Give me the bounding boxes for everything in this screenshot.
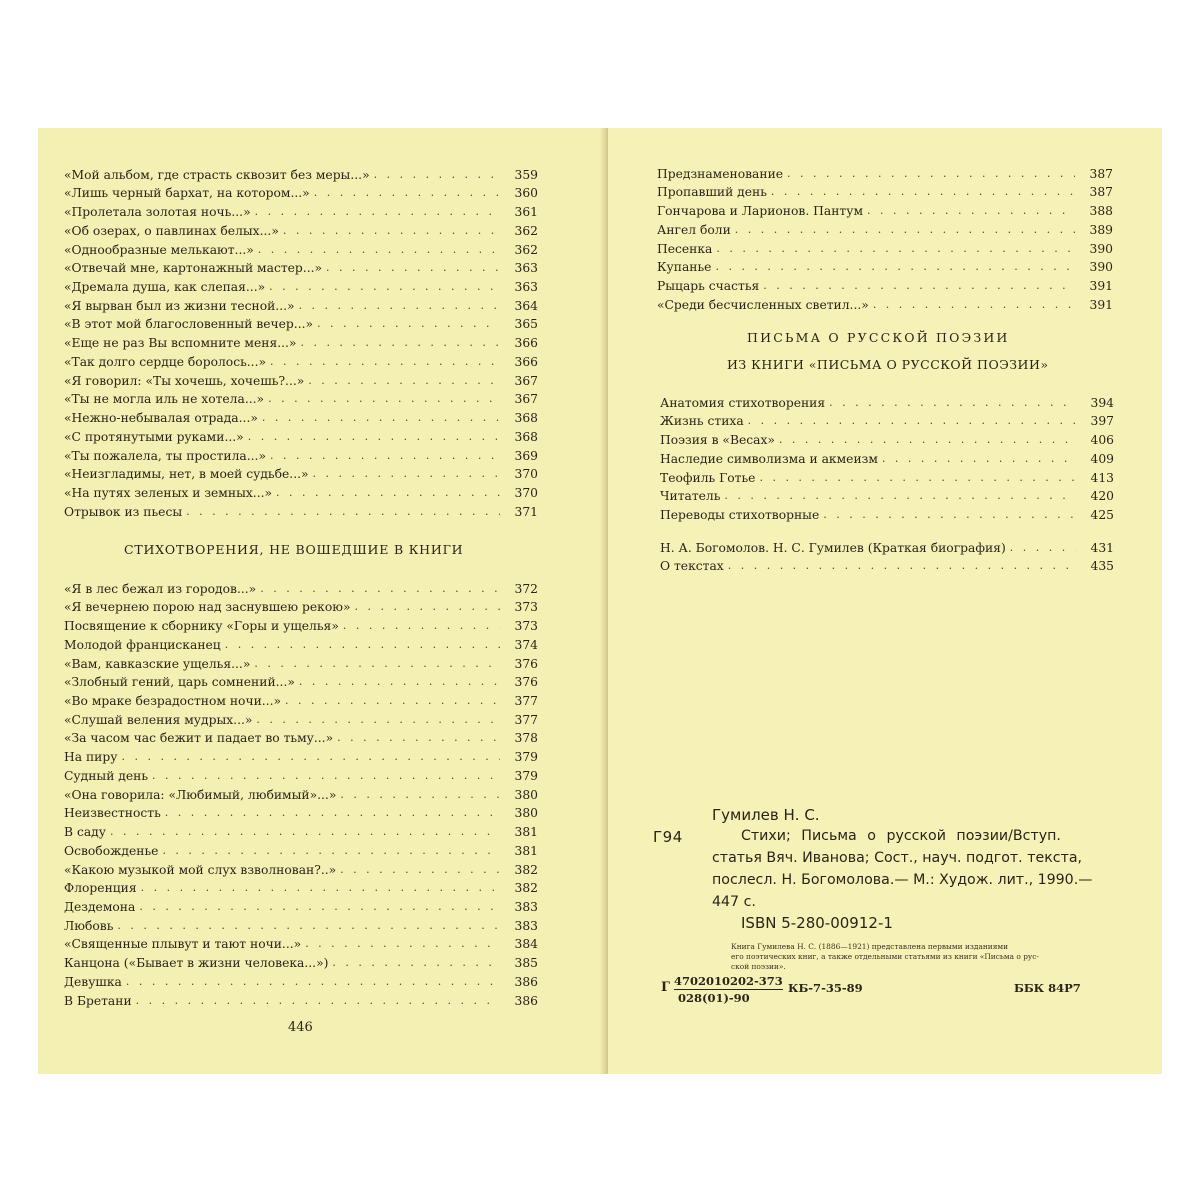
toc-entry-title: Гончарова и Ларионов. Пантум xyxy=(657,204,864,219)
toc-leader-dots xyxy=(165,806,500,820)
catalog-line: 447 с. xyxy=(712,894,756,910)
toc-leader-dots xyxy=(268,392,500,406)
toc-entry xyxy=(64,257,538,276)
toc-entry-title: Освобожденье xyxy=(64,843,159,858)
toc-entry-page: 380 xyxy=(514,787,538,802)
right-book-page xyxy=(608,128,1162,1074)
toc-entry xyxy=(657,293,1113,312)
toc-entry xyxy=(660,503,1114,522)
toc-entry-title: «Я вечернею порою над заснувшею рекою» xyxy=(64,600,351,615)
toc-entry-title: «Так долго сердце боролось...» xyxy=(64,354,267,369)
toc-entry xyxy=(64,350,538,369)
toc-leader-dots xyxy=(152,769,500,783)
toc-entry-page: 367 xyxy=(514,373,538,388)
toc-entry-page: 359 xyxy=(514,167,538,182)
toc-entry-title: Канцона («Бывает в жизни человека...») xyxy=(64,956,329,971)
toc-entry xyxy=(64,238,538,257)
toc-entry xyxy=(64,313,538,332)
toc-entry-page: 376 xyxy=(514,656,538,671)
toc-entry-page: 383 xyxy=(514,918,538,933)
toc-entry xyxy=(64,970,538,989)
toc-entry-title: Любовь xyxy=(64,918,114,933)
toc-leader-dots xyxy=(1010,541,1076,555)
toc-entry-page: 377 xyxy=(514,712,538,727)
toc-leader-dots xyxy=(317,317,500,331)
toc-entry-title: «Я вырван был из жизни тесной...» xyxy=(64,298,295,313)
toc-entry-page: 390 xyxy=(1089,241,1113,256)
toc-entry-title: Читатель xyxy=(660,489,721,504)
toc-entry-page: 385 xyxy=(514,956,538,971)
toc-entry-page: 370 xyxy=(514,467,538,482)
toc-leader-dots xyxy=(248,430,500,444)
toc-entry-page: 409 xyxy=(1090,451,1114,466)
toc-entry-title: «В этот мой благословенный вечер...» xyxy=(64,317,314,332)
toc-entry-page: 391 xyxy=(1089,297,1113,312)
toc-entry xyxy=(64,727,538,746)
toc-entry-title: «За часом час бежит и падает во тьму...» xyxy=(64,731,334,746)
toc-entry xyxy=(64,500,538,519)
toc-entry xyxy=(657,181,1113,200)
toc-entry-page: 420 xyxy=(1090,489,1114,504)
catalog-line: статья Вяч. Иванова; Сост., науч. подгот. текста, xyxy=(712,850,1083,866)
toc-leader-dots xyxy=(314,186,500,200)
toc-entry-title: «Вам, кавказские ущелья...» xyxy=(64,656,251,671)
toc-entry xyxy=(64,163,538,182)
toc-leader-dots xyxy=(254,657,500,671)
toc-entry-page: 371 xyxy=(514,504,538,519)
toc-entry-title: «Еще не раз Вы вспомните меня...» xyxy=(64,336,297,351)
toc-entry-page: 394 xyxy=(1090,395,1114,410)
toc-entry-page: 365 xyxy=(514,317,538,332)
toc-leader-dots xyxy=(256,713,500,727)
toc-leader-dots xyxy=(305,937,500,951)
toc-entry xyxy=(64,951,538,970)
toc-entry-page: 372 xyxy=(514,581,538,596)
toc-leader-dots xyxy=(270,449,500,463)
catalog-code-kb: КБ-7-35-89 xyxy=(788,981,863,995)
toc-entry-title: «Дремала душа, как слепая...» xyxy=(64,280,266,295)
toc-entry-title: На пиру xyxy=(64,750,118,765)
toc-entry-title: «Во мраке безрадостном ночи...» xyxy=(64,694,282,709)
toc-leader-dots xyxy=(262,411,500,425)
toc-entry-title: «С протянутыми руками...» xyxy=(64,429,244,444)
catalog-annotation: его поэтических книг, а также отдельными статьями из книги «Письма о рус- xyxy=(731,952,1039,961)
toc-entry xyxy=(64,839,538,858)
toc-entry-page: 380 xyxy=(514,806,538,821)
toc-entry-page: 362 xyxy=(514,242,538,257)
toc-entry-title: Поэзия в «Весах» xyxy=(660,433,775,448)
toc-entry-page: 406 xyxy=(1090,433,1114,448)
toc-entry-page: 367 xyxy=(514,392,538,407)
catalog-author: Гумилев Н. С. xyxy=(712,806,820,824)
toc-leader-dots xyxy=(285,694,500,708)
toc-entry xyxy=(64,614,538,633)
toc-leader-dots xyxy=(771,185,1075,199)
toc-entry xyxy=(660,410,1114,429)
toc-entry-page: 376 xyxy=(514,675,538,690)
toc-list-poems xyxy=(64,163,538,519)
toc-leader-dots xyxy=(136,994,500,1008)
section-heading-uncollected-poems: СТИХОТВОРЕНИЯ, НЕ ВОШЕДШИЕ В КНИГИ xyxy=(124,542,464,557)
toc-leader-dots xyxy=(343,619,500,633)
catalog-code-letter: Г xyxy=(661,980,670,995)
toc-entry xyxy=(64,463,538,482)
toc-leader-dots xyxy=(141,881,500,895)
toc-entry-title: «Отвечай мне, картонажный мастер...» xyxy=(64,261,323,276)
catalog-code-denominator: 028(01)-90 xyxy=(678,991,750,1005)
toc-entry-title: Отрывок из пьесы xyxy=(64,504,183,519)
toc-entry xyxy=(660,536,1114,555)
toc-entry-page: 381 xyxy=(514,825,538,840)
toc-entry-page: 379 xyxy=(514,750,538,765)
toc-entry xyxy=(64,745,538,764)
toc-entry xyxy=(64,444,538,463)
toc-entry-page: 383 xyxy=(514,899,538,914)
toc-entry xyxy=(64,802,538,821)
toc-entry xyxy=(64,652,538,671)
toc-entry xyxy=(657,237,1113,256)
toc-entry xyxy=(64,914,538,933)
toc-entry-title: Наследие символизма и акмеизм xyxy=(660,451,878,466)
toc-entry xyxy=(64,275,538,294)
toc-entry-title: Пропавший день xyxy=(657,185,767,200)
toc-entry-page: 382 xyxy=(514,862,538,877)
toc-leader-dots xyxy=(258,243,500,257)
toc-entry-title: Жизнь стиха xyxy=(660,414,744,429)
toc-entry-page: 361 xyxy=(514,205,538,220)
catalog-isbn: ISBN 5-280-00912-1 xyxy=(741,914,893,932)
toc-leader-dots xyxy=(340,863,500,877)
toc-entry-title: «Ты не могла иль не хотела...» xyxy=(64,392,265,407)
toc-entry-title: Посвящение к сборнику «Горы и ущелья» xyxy=(64,619,339,634)
toc-leader-dots xyxy=(882,452,1076,466)
toc-entry xyxy=(64,764,538,783)
toc-leader-dots xyxy=(779,433,1076,447)
toc-entry-page: 366 xyxy=(514,336,538,351)
toc-entry xyxy=(64,895,538,914)
toc-leader-dots xyxy=(735,223,1075,237)
toc-leader-dots xyxy=(715,260,1075,274)
toc-leader-dots xyxy=(374,168,500,182)
toc-entry-page: 435 xyxy=(1090,559,1114,574)
toc-leader-dots xyxy=(283,224,500,238)
toc-entry xyxy=(657,199,1113,218)
toc-leader-dots xyxy=(186,505,500,519)
toc-list-uncollected-poems xyxy=(64,577,538,1008)
toc-entry-page: 389 xyxy=(1089,222,1113,237)
toc-entry xyxy=(660,485,1114,504)
toc-entry-title: «Она говорила: «Любимый, любимый»...» xyxy=(64,787,337,802)
toc-entry-page: 374 xyxy=(514,637,538,652)
toc-entry xyxy=(64,369,538,388)
toc-leader-dots xyxy=(269,280,500,294)
toc-entry-page: 378 xyxy=(514,731,538,746)
catalog-line: послесл. Н. Богомолова.— М.: Худож. лит., 1990.— xyxy=(712,872,1093,888)
toc-leader-dots xyxy=(759,471,1076,485)
toc-entry xyxy=(660,447,1114,466)
toc-entry-title: «Слушай веления мудрых...» xyxy=(64,712,253,727)
toc-entry-page: 363 xyxy=(514,280,538,295)
toc-entry-page: 363 xyxy=(514,261,538,276)
toc-entry xyxy=(64,671,538,690)
toc-entry-title: Дездемона xyxy=(64,899,136,914)
subsection-heading-letters-book: ИЗ КНИГИ «ПИСЬМА О РУССКОЙ ПОЭЗИИ» xyxy=(727,357,1049,372)
toc-list-poems-continued xyxy=(657,162,1113,312)
toc-leader-dots xyxy=(260,582,500,596)
toc-entry xyxy=(64,933,538,952)
toc-entry-title: Ангел боли xyxy=(657,222,731,237)
toc-leader-dots xyxy=(308,374,500,388)
toc-entry-page: 360 xyxy=(514,186,538,201)
toc-entry-page: 397 xyxy=(1090,414,1114,429)
toc-entry-title: «Священные плывут и тают ночи...» xyxy=(64,937,302,952)
toc-entry-page: 386 xyxy=(514,974,538,989)
catalog-bbk: ББК 84Р7 xyxy=(1014,981,1081,995)
toc-entry-page: 373 xyxy=(514,600,538,615)
toc-entry xyxy=(64,689,538,708)
toc-leader-dots xyxy=(126,975,500,989)
toc-entry-title: В саду xyxy=(64,825,106,840)
toc-leader-dots xyxy=(867,204,1075,218)
toc-entry-title: Молодой францисканец xyxy=(64,637,221,652)
toc-entry xyxy=(660,555,1114,574)
left-book-page xyxy=(38,128,606,1074)
toc-leader-dots xyxy=(716,242,1075,256)
toc-leader-dots xyxy=(355,600,501,614)
toc-leader-dots xyxy=(121,750,500,764)
toc-entry xyxy=(64,989,538,1008)
toc-entry-title: Судный день xyxy=(64,768,149,783)
toc-entry-title: «Неизгладимы, нет, в моей судьбе...» xyxy=(64,467,309,482)
toc-entry-title: Предзнаменование xyxy=(657,166,784,181)
toc-entry xyxy=(64,820,538,839)
catalog-line: Стихи; Письма о русской поэзии/Вступ. xyxy=(741,828,1061,844)
toc-entry xyxy=(657,162,1113,181)
catalog-annotation: Книга Гумилева Н. С. (1886—1921) представлена первыми изданиями xyxy=(731,942,1009,951)
toc-entry-page: 391 xyxy=(1089,279,1113,294)
toc-entry xyxy=(660,466,1114,485)
toc-leader-dots xyxy=(313,467,500,481)
toc-entry-page: 387 xyxy=(1089,166,1113,181)
toc-entry-page: 364 xyxy=(514,298,538,313)
toc-entry xyxy=(64,633,538,652)
toc-entry-title: «Я говорил: «Ты хочешь, хочешь?...» xyxy=(64,373,305,388)
toc-leader-dots xyxy=(162,844,500,858)
section-heading-letters: ПИСЬМА О РУССКОЙ ПОЭЗИИ xyxy=(747,330,1010,345)
toc-entry xyxy=(657,274,1113,293)
toc-entry xyxy=(64,577,538,596)
toc-leader-dots xyxy=(300,336,500,350)
toc-entry xyxy=(64,708,538,727)
toc-entry-title: Рыцарь счастья xyxy=(657,279,760,294)
toc-leader-dots xyxy=(225,638,500,652)
toc-entry-title: Н. А. Богомолов. Н. С. Гумилев (Краткая биография) xyxy=(660,540,1006,555)
toc-entry xyxy=(64,200,538,219)
toc-entry-title: «Лишь черный бархат, на котором...» xyxy=(64,186,310,201)
toc-entry-page: 362 xyxy=(514,223,538,238)
toc-leader-dots xyxy=(117,919,500,933)
toc-entry-title: «Какою музыкой мой слух взволнован?..» xyxy=(64,862,337,877)
toc-entry-title: «Пролетала золотая ночь...» xyxy=(64,205,251,220)
toc-entry-title: «Ты пожалела, ты простила...» xyxy=(64,448,266,463)
toc-entry-title: Флоренция xyxy=(64,881,137,896)
toc-leader-dots xyxy=(337,731,500,745)
toc-entry-page: 384 xyxy=(514,937,538,952)
toc-entry-page: 388 xyxy=(1089,204,1113,219)
toc-leader-dots xyxy=(340,788,500,802)
toc-entry-page: 381 xyxy=(514,843,538,858)
toc-entry xyxy=(64,331,538,350)
toc-leader-dots xyxy=(823,508,1076,522)
toc-leader-dots xyxy=(276,486,500,500)
toc-entry-title: В Бретани xyxy=(64,993,132,1008)
toc-entry-title: «Среди бесчисленных светил...» xyxy=(657,297,869,312)
toc-entry-page: 382 xyxy=(514,881,538,896)
toc-leader-dots xyxy=(299,299,500,313)
toc-entry-page: 379 xyxy=(514,768,538,783)
toc-entry xyxy=(660,428,1114,447)
toc-entry-page: 377 xyxy=(514,694,538,709)
toc-entry-page: 368 xyxy=(514,411,538,426)
toc-entry-title: «На путях зеленых и земных...» xyxy=(64,485,273,500)
toc-entry xyxy=(64,481,538,500)
toc-entry-page: 373 xyxy=(514,619,538,634)
toc-leader-dots xyxy=(724,489,1076,503)
toc-leader-dots xyxy=(110,825,500,839)
toc-leader-dots xyxy=(873,298,1075,312)
toc-entry xyxy=(657,218,1113,237)
toc-entry-title: «Об озерах, о павлинах белых...» xyxy=(64,223,279,238)
toc-list-afterword xyxy=(660,536,1114,573)
toc-entry-title: Купанье xyxy=(657,260,712,275)
toc-entry-page: 390 xyxy=(1089,260,1113,275)
toc-entry-page: 370 xyxy=(514,485,538,500)
toc-entry-title: «Злобный гений, царь сомнений...» xyxy=(64,675,295,690)
toc-entry-title: «Я в лес бежал из городов...» xyxy=(64,581,257,596)
toc-entry-title: «Нежно-небывалая отрада...» xyxy=(64,411,258,426)
toc-leader-dots xyxy=(139,900,500,914)
toc-leader-dots xyxy=(255,205,500,219)
catalog-index: Г94 xyxy=(653,828,683,846)
toc-entry xyxy=(660,391,1114,410)
toc-entry-page: 413 xyxy=(1090,470,1114,485)
toc-entry-page: 386 xyxy=(514,993,538,1008)
toc-entry-page: 368 xyxy=(514,429,538,444)
toc-entry-page: 387 xyxy=(1089,185,1113,200)
toc-entry xyxy=(64,294,538,313)
toc-entry-title: Теофиль Готье xyxy=(660,470,756,485)
page-number: 446 xyxy=(288,1020,313,1035)
toc-entry-title: Песенка xyxy=(657,241,713,256)
toc-entry xyxy=(64,783,538,802)
toc-entry-page: 425 xyxy=(1090,508,1114,523)
toc-leader-dots xyxy=(326,261,500,275)
catalog-code-numerator: 4702010202-373 xyxy=(674,974,783,988)
toc-entry xyxy=(657,256,1113,275)
toc-leader-dots xyxy=(787,167,1075,181)
toc-entry-title: Неизвестность xyxy=(64,806,161,821)
toc-leader-dots xyxy=(763,279,1075,293)
toc-entry-page: 431 xyxy=(1090,540,1114,555)
toc-entry-title: Девушка xyxy=(64,974,122,989)
toc-entry xyxy=(64,877,538,896)
toc-entry-title: О текстах xyxy=(660,559,724,574)
toc-entry xyxy=(64,425,538,444)
toc-entry xyxy=(64,406,538,425)
catalog-annotation: ской поэзии». xyxy=(731,962,786,971)
toc-leader-dots xyxy=(829,396,1076,410)
toc-leader-dots xyxy=(748,414,1076,428)
toc-entry-title: «Мой альбом, где страсть сквозит без меры...» xyxy=(64,167,370,182)
toc-entry-page: 369 xyxy=(514,448,538,463)
toc-entry xyxy=(64,596,538,615)
toc-leader-dots xyxy=(728,559,1076,573)
toc-entry-title: Переводы стихотворные xyxy=(660,508,820,523)
toc-entry xyxy=(64,219,538,238)
toc-entry-title: Анатомия стихотворения xyxy=(660,395,826,410)
toc-entry xyxy=(64,858,538,877)
toc-leader-dots xyxy=(270,355,500,369)
toc-entry-page: 366 xyxy=(514,354,538,369)
toc-leader-dots xyxy=(332,956,500,970)
toc-entry xyxy=(64,182,538,201)
toc-list-letters xyxy=(660,391,1114,522)
toc-leader-dots xyxy=(299,675,500,689)
toc-entry xyxy=(64,388,538,407)
toc-entry-title: «Однообразные мелькают...» xyxy=(64,242,254,257)
